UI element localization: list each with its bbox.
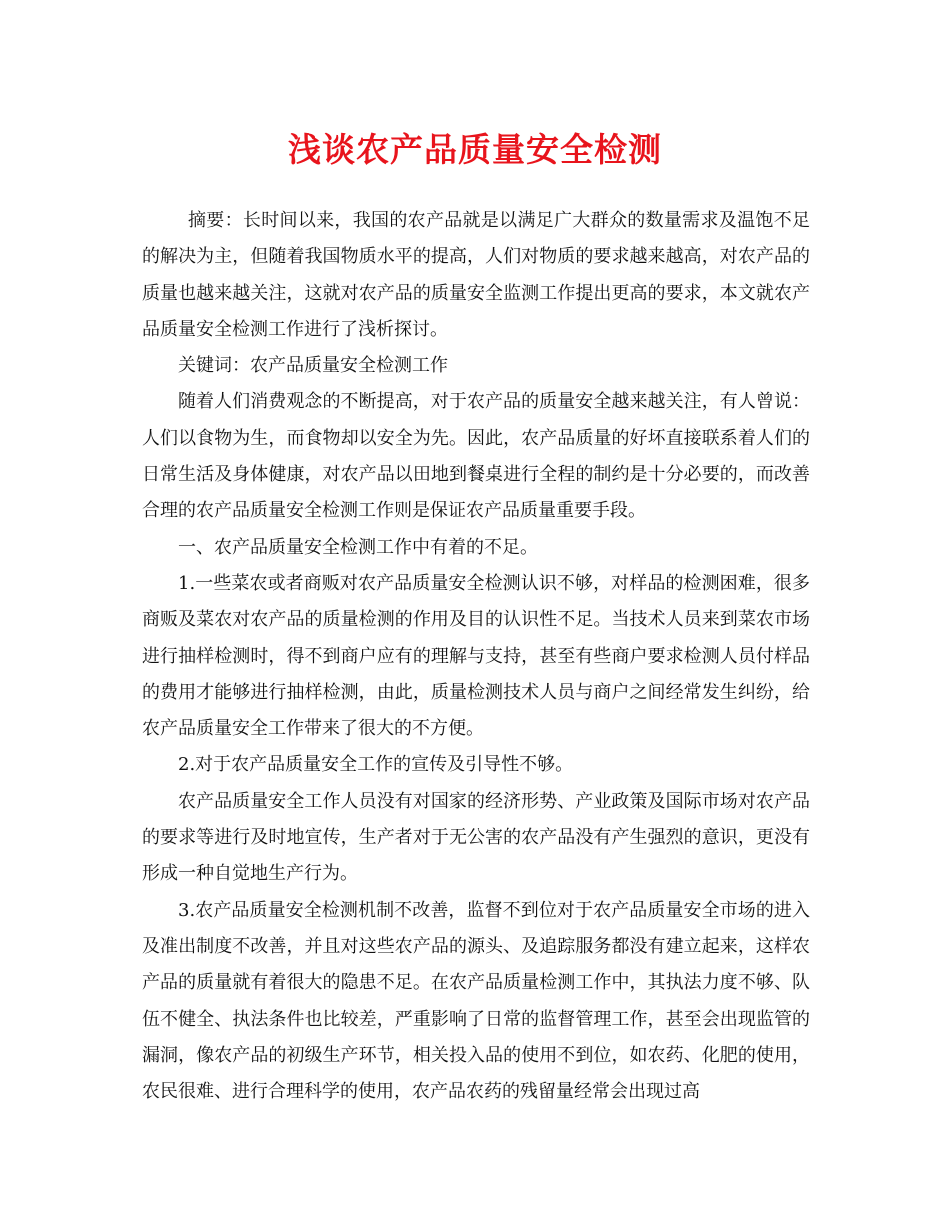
point-1-paragraph: 1.一些菜农或者商贩对农产品质量安全检测认识不够，对样品的检测困难，很多商贩及菜农对农产品的质量检测的作用及目的认识性不足。当技术人员来到菜农市场进行抽样检测时，得不到商户应有的理解与支持，甚至有些商户要求检测人员付样品的费用才能够进行抽样检测，由此，质量检测技术人员与商户之间经常发生纠纷，给农产品质量安全工作带来了很大的不方便。: [142, 572, 810, 740]
intro-paragraph: 随着人们消费观念的不断提高，对于农产品的质量安全越来越关注，有人曾说：人们以食物为生，而食物却以安全为先。因此，农产品质量的好坏直接联系着人们的日常生活及身体健康，对农产品以田地到餐桌进行全程的制约是十分必要的，而改善合理的农产品质量安全检测工作则是保证农产品质量重要手段。: [142, 391, 810, 522]
point-3-paragraph: 3.农产品质量安全检测机制不改善，监督不到位对于农产品质量安全市场的进入及准出制度不改善，并且对这些农产品的源头、及追踪服务都没有建立起来，这样农产品的质量就有着很大的隐患不足。在农产品质量检测工作中，其执法力度不够、队伍不健全、执法条件也比较差，严重影响了日常的监督管理工作，甚至会出现监管的漏洞，像农产品的初级生产环节，相关投入品的使用不到位，如农药、化肥的使用，农民很难、进行合理科学的使用，农产品农药的残留量经常会出现过高: [142, 899, 810, 1103]
point-2-heading: 2.对于农产品质量安全工作的宣传及引导性不够。: [178, 754, 574, 776]
keywords-paragraph: 关键词：农产品质量安全检测工作: [178, 355, 448, 377]
point-2-paragraph: 农产品质量安全工作人员没有对国家的经济形势、产业政策及国际市场对农产品的要求等进行及时地宣传，生产者对于无公害的农产品没有产生强烈的意识，更没有形成一种自觉地生产行为。: [142, 790, 810, 885]
section-heading-1: 一、农产品质量安全检测工作中有着的不足。: [178, 536, 538, 558]
document-title: 浅谈农产品质量安全检测: [288, 130, 662, 169]
document-body: [142, 203, 810, 1110]
abstract-paragraph: 摘要：长时间以来，我国的农产品就是以满足广大群众的数量需求及温饱不足的解决为主，但随着我国物质水平的提高，人们对物质的要求越来越高，对农产品的质量也越来越关注，这就对农产品的质量安全监测工作提出更高的要求，本文就农产品质量安全检测工作进行了浅析探讨。: [142, 210, 810, 340]
